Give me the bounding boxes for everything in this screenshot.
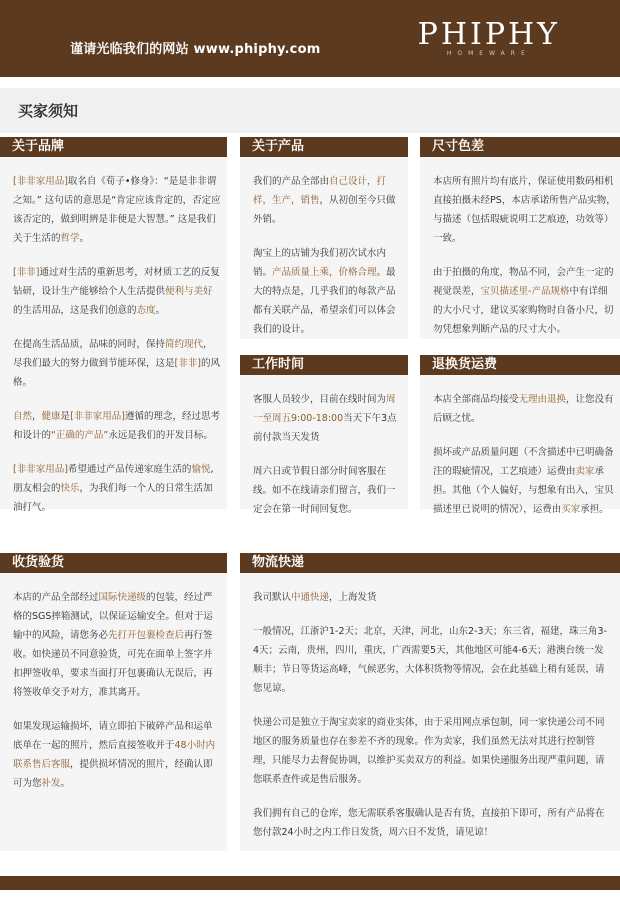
panel-size-body: [433, 172, 616, 354]
inspection-paragraph: [13, 588, 221, 702]
panel-brand-body: [13, 172, 221, 532]
highlight-text: 宝贝描述里-产品规格: [480, 286, 570, 297]
highlight-text: 快乐: [60, 483, 80, 494]
panel-logistics-body: [253, 588, 612, 857]
body-text: 承担。其他（个人偏好，与想象有出入，宝贝描述里已说明的情况），运费由: [433, 466, 614, 515]
panel-brand-header: 关于品牌: [0, 137, 227, 157]
panel-returns: [420, 355, 620, 515]
returns-paragraph: [433, 443, 616, 519]
hours-paragraph: [253, 390, 398, 447]
body-text: 一般情况，江浙沪1-2天；北京，天津，河北，山东2-3天；东三省，福建，珠三角3-4天；云南，贵州，四川，重庆，广西需要5天，其他地区可能4-6天；港澳台统一发顺丰；节日等货运高峰，气候恶劣，大体积货物等情况，会在此基础上稍有延误，请您见谅。: [253, 626, 608, 694]
brand-paragraph: [13, 172, 221, 248]
highlight-text: 自然: [13, 411, 33, 422]
brand-paragraph: [13, 335, 221, 392]
highlight-text: [非非家用品]: [13, 464, 68, 475]
body-text: 中有详细的大小尺寸，建议买家购物时自备小尺，切勿凭想象判断产品的尺寸大小。: [433, 286, 614, 335]
highlight-text: “正确的产品”: [51, 430, 109, 441]
body-text: 损坏或产品质量问题（不含描述中已明确备注的瑕疵情况，工艺痕迹）运费由: [433, 447, 614, 477]
highlight-text: 中通快递: [291, 592, 330, 603]
panel-brand: [0, 137, 227, 513]
brand-logo[interactable]: [418, 18, 560, 57]
highlight-text: 态度: [136, 305, 156, 316]
highlight-text: 自己设计，打样，生产，销售: [253, 176, 387, 206]
highlight-text: [非非]: [13, 267, 40, 278]
body-text: 取名自《荀子•修身》：“是是非非谓之知。” 这句话的意思是“肯定应该肯定的，否定应该否定的，做到明辨是非便是大智慧。” 这是我们关于生活的: [13, 176, 221, 244]
body-text: 再行签收。如快递员不同意验货，可先在面单上签字并扣押签收单，要求当面打开包裹确认无误后，再将签收单交予对方，准其离开。: [13, 630, 213, 698]
footer-bar: [0, 876, 620, 890]
size-paragraph: [433, 172, 616, 248]
hours-paragraph: [253, 462, 398, 519]
size-paragraph: [433, 263, 616, 339]
body-text: 是: [60, 411, 71, 422]
logo-main-text: PHIPHY: [417, 17, 560, 52]
product-paragraph: [253, 172, 398, 229]
body-text: 通过对生活的重新思考，对材质工艺的反复钻研，设计生产能够给个人生活提供: [13, 267, 220, 297]
panel-size-header: 尺寸色差: [420, 137, 620, 157]
panel-product: [240, 137, 408, 339]
panel-inspection-body: [13, 588, 221, 808]
returns-paragraph: [433, 390, 616, 428]
panel-logistics-header: 物流快递: [240, 553, 620, 573]
body-text: 由于拍摄的角度，物品不同，会产生一定的视觉误差，: [433, 267, 614, 297]
body-text: 的风格。: [13, 358, 220, 388]
highlight-text: 买家: [561, 504, 581, 515]
body-text: 。: [155, 305, 166, 316]
site-slogan: 谨请光临我们的网站 www.phiphy.com: [70, 42, 321, 57]
brand-paragraph: [13, 460, 221, 517]
brand-paragraph: [13, 263, 221, 320]
body-text: 。最大的特点是，几乎我们的每款产品都有关联产品，希望亲们可以体会我们的设计。: [253, 267, 396, 335]
panel-returns-body: [433, 390, 616, 534]
highlight-text: 48小时内联系售后客服: [13, 740, 216, 770]
logistics-paragraph: [253, 804, 612, 842]
logo-sub-text: HOMEWARE: [446, 50, 531, 57]
highlight-text: 先打开包裹检查后: [108, 630, 185, 641]
body-text: ，为我们每一个人的日常生活加油打气。: [13, 483, 213, 513]
body-text: 的生活用品，这是我们创意的: [13, 305, 137, 316]
highlight-text: [非非家用品]: [70, 411, 125, 422]
inspection-paragraph: [13, 717, 221, 793]
body-text: 承担。: [580, 504, 609, 515]
body-text: 在提高生活品质，品味的同时，保持: [13, 339, 166, 350]
highlight-text: 哲学: [60, 233, 80, 244]
panel-returns-header: 退换货运费: [420, 355, 620, 375]
body-text: ，让您没有后顾之忧。: [433, 394, 614, 424]
panel-hours-header: 工作时间: [240, 355, 408, 375]
body-text: 本店的产品全部经过: [13, 592, 99, 603]
page-title: 买家须知: [18, 102, 79, 120]
body-text: 我司默认: [253, 592, 292, 603]
body-text: 的包装，经过严格的SGS摔箱测试，以保证运输安全。但对于运输中的风险，请您务必: [13, 592, 213, 641]
body-text: 淘宝上的店铺为我们初次试水内销。: [253, 248, 387, 278]
panel-inspection: [0, 553, 227, 851]
panel-product-header: 关于产品: [240, 137, 408, 157]
highlight-text: 补发: [41, 778, 61, 789]
body-text: 快递公司是独立于淘宝卖家的商业实体，由于采用网点承包制，同一家快递公司不同地区的服务质量也存在参差不齐的现象。作为卖家，我们虽然无法对其进行控制管理，只能尽力去督促协调，以维护买卖双方的利益。如果快递服务出现严重问题，请您联系查件或是售后服务。: [253, 717, 605, 785]
logistics-paragraph: [253, 622, 612, 698]
highlight-text: 产品质量上乘，价格合理: [272, 267, 377, 278]
panel-logistics: [240, 553, 620, 851]
product-paragraph: [253, 244, 398, 339]
highlight-text: 愉悦: [191, 464, 211, 475]
highlight-text: 简约现代: [165, 339, 204, 350]
body-text: 本店全部商品均接受: [433, 394, 519, 405]
panel-size: [420, 137, 620, 339]
body-text: 客服人员较少，目前在线时间为: [253, 394, 387, 405]
panel-product-body: [253, 172, 398, 354]
top-banner: [0, 0, 620, 77]
panel-inspection-header: 收货验货: [0, 553, 227, 573]
body-text: 我们拥有自己的仓库，您无需联系客服确认是否有货，直接拍下即可，所有产品将在您付款24小时之内工作日发货，周六日不发货，请见谅！: [253, 808, 605, 838]
highlight-text: [非非]: [174, 358, 201, 369]
highlight-text: 周一至周五9:00-18:00: [253, 394, 396, 424]
body-text: ，: [32, 411, 42, 422]
body-text: ，从初创至今只做外销。: [253, 195, 396, 225]
title-band: [0, 88, 620, 133]
body-text: 如果发现运输损坏，请立即拍下破碎产品和运单底单在一起的照片，然后直接签收并于: [13, 721, 213, 751]
body-text: 希望通过产品传递家庭生活的: [67, 464, 192, 475]
highlight-text: 健康: [41, 411, 61, 422]
body-text: 。: [60, 778, 71, 789]
body-text: 遵循的理念，经过思考和设计的: [13, 411, 220, 441]
body-text: 本店所有照片均有底片，保证使用数码相机直接拍摄未经PS，本店承诺所售产品实物，与描述（包括瑕疵说明工艺痕迹，功效等）一致。: [433, 176, 616, 244]
body-text: 我们的产品全部由: [253, 176, 330, 187]
panel-hours-body: [253, 390, 398, 534]
body-text: 永远是我们的开发目标。: [108, 430, 213, 441]
body-text: ，提供损坏情况的照片，经确认即可为您: [13, 759, 213, 789]
logistics-paragraph: [253, 588, 612, 607]
highlight-text: 国际快递级: [98, 592, 147, 603]
highlight-text: 卖家: [575, 466, 595, 477]
panel-hours: [240, 355, 408, 515]
body-text: ,朋友相会的: [13, 464, 214, 494]
body-text: ，尽我们最大的努力做到节能环保，这是: [13, 339, 213, 369]
highlight-text: [非非家用品]: [13, 176, 68, 187]
highlight-text: 无理由退换: [518, 394, 567, 405]
body-text: 当天下午3点前付款当天发货: [253, 413, 397, 443]
body-text: 。: [79, 233, 90, 244]
body-text: ，上海发货: [329, 592, 377, 603]
highlight-text: 便利与美好: [165, 286, 213, 297]
body-text: 周六日或节假日部分时间客服在线。如不在线请亲们留言，我们一定会在第一时间回复您。: [253, 466, 396, 515]
logistics-paragraph: [253, 713, 612, 789]
brand-paragraph: [13, 407, 221, 445]
